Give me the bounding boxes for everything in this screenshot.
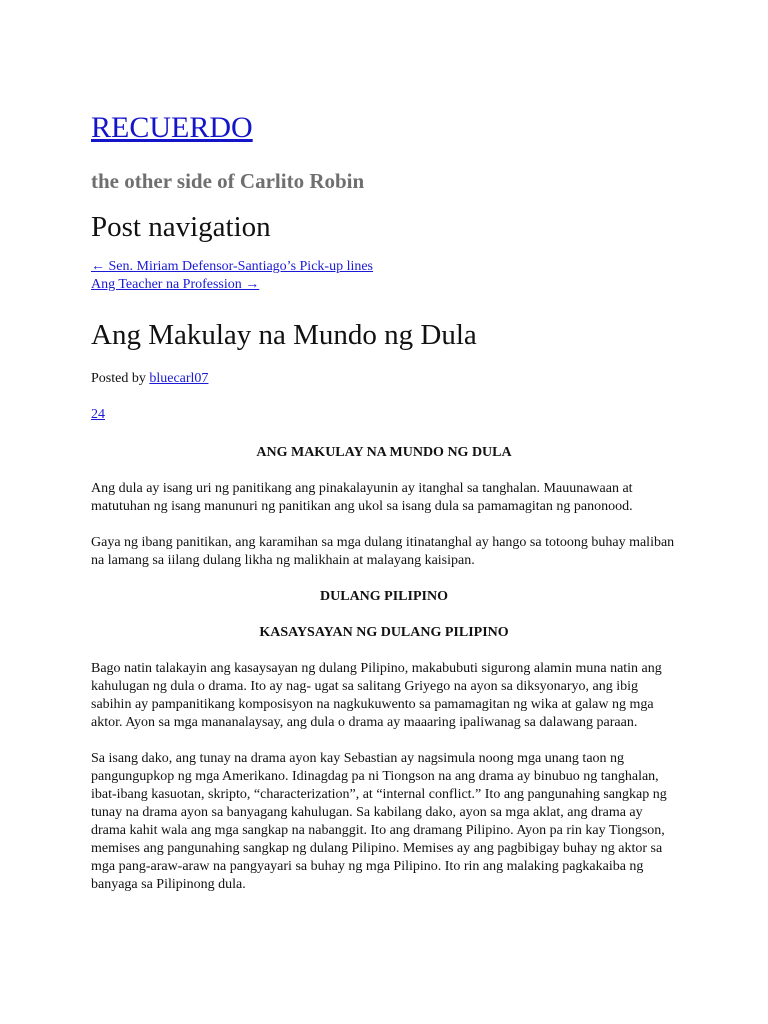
article-paragraph-4: Sa isang dako, ang tunay na drama ayon kay Sebastian ay nagsimula noong mga unang taon ng pangungupkop ng mga Amerikano. Idinagdag pa ni Tiongson na ang drama ay binubuo ng tanghalan, ibat-ibang kasuotan, skripto, “characterization”, at “internal conflict.” Ito ang pangunahing sangkap ng tunay na drama ayon sa banyagang kahulugan. Sa kabilang dako, ayon sa mga aklat, ang drama ay drama kahit wala ang mga sangkap na nabanggit. Ito ang dramang Pilipino. Ayon pa rin kay Tiongson, memises ang pangunahing sangkap ng dulang Pilipino. Memises ay ang pagbibigay buhay ng aktor sa mga pang-araw-araw na pangyayari sa buhay ng mga Pilipino. Ito rin ang malaking pagkakaiba ng banyaga sa Pilipinong dula. (91, 751, 667, 892)
content-area (91, 110, 681, 894)
posted-by-label: Posted by (91, 371, 146, 386)
next-post-link[interactable]: Ang Teacher na Profession → (91, 277, 260, 292)
article-paragraph-2: Gaya ng ibang panitikan, ang karamihan sa mga dulang itinatanghal ay hango sa totoong buhay maliban na lamang sa iilang dulang likha ng malikhain at malayang kaisipan. (91, 535, 675, 568)
author-link[interactable]: bluecarl07 (149, 371, 209, 386)
post-navigation-heading: Post navigation (91, 211, 271, 243)
article-heading-main: ANG MAKULAY NA MUNDO NG DULA (256, 445, 512, 460)
post-byline (91, 370, 681, 388)
article-paragraph-3: Bago natin talakayin ang kasaysayan ng dulang Pilipino, makabubuti sigurong alamin muna natin ang kahulugan ng dula o drama. Ito ay nag- ugat sa salitang Griyego na ayon sa diksyonaryo, ang ibig sabihin ay pampanitikang komposisyon na nagkukuwento sa pamamagitan ng wika at galaw ng mga aktor. Ayon sa mga mananalaysay, ang dula o drama ay maaaring ipaliwanag sa dalawang paraan. (91, 661, 662, 730)
article-paragraph-1: Ang dula ay isang uri ng panitikang ang pinakalayunin ay itanghal sa tanghalan. Mauunawaan at matutuhan ng isang manunuri ng panitikan ang ukol sa isang dula sa pamamagitan ng panonood. (91, 481, 633, 514)
article-heading-dulang-pilipino: DULANG PILIPINO (320, 589, 448, 604)
previous-post-link[interactable]: ← Sen. Miriam Defensor-Santiago’s Pick-up lines (91, 259, 374, 274)
article-heading-kasaysayan: KASAYSAYAN NG DULANG PILIPINO (259, 625, 509, 640)
site-title-link[interactable]: RECUERDO (91, 111, 253, 144)
post-navigation-links (91, 258, 681, 294)
site-tagline: the other side of Carlito Robin (91, 169, 365, 193)
comments-count (91, 406, 681, 424)
comments-link[interactable]: 24 (91, 407, 105, 422)
site-title (91, 110, 681, 146)
post-title: Ang Makulay na Mundo ng Dula (91, 319, 477, 351)
